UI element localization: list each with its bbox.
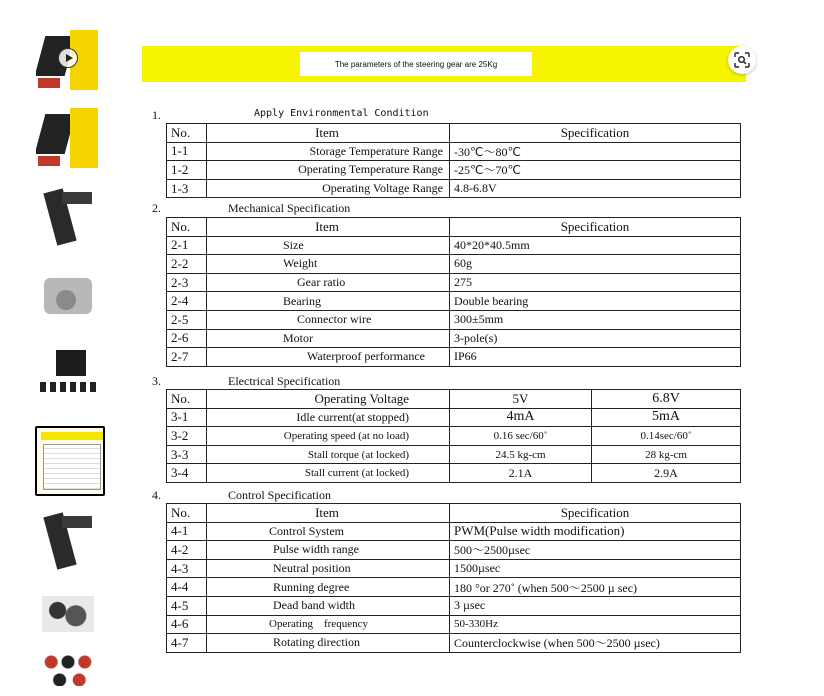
visual-search-button[interactable]: [728, 46, 756, 74]
yellow-banner: [142, 46, 746, 82]
table-row: 4-3 Neutral position 1500µsec: [167, 559, 741, 578]
table-row: 3-2 Operating speed (at no load) 0.16 sec/60˚ 0.14sec/60˚: [167, 427, 741, 446]
section-2-title: 2. Mechanical Specification: [152, 201, 351, 215]
thumbnail-arm-dark[interactable]: [36, 508, 100, 572]
table-row: 2-7 Waterproof performance IP66: [167, 348, 741, 367]
section-4-title: 4. Control Specification: [152, 488, 331, 502]
thumbnail-video[interactable]: [36, 28, 100, 92]
table-row: 1-3 Operating Voltage Range 4.8-6.8V: [167, 179, 741, 198]
table-header: No. Item Specification: [167, 124, 741, 143]
table-row: 4-6 Operating frequency 50-330Hz: [167, 615, 741, 634]
lens-search-icon: [734, 52, 750, 68]
table-row: 2-6 Motor 3-pole(s): [167, 329, 741, 348]
thumbnail-arm-yellow[interactable]: [36, 184, 100, 248]
electrical-table: [166, 389, 741, 483]
table-row: 2-1 Size 40*20*40.5mm: [167, 236, 741, 255]
table-header: No. Item Specification: [167, 218, 741, 237]
thumbnail-servo-parts[interactable]: [36, 344, 100, 408]
section-1-title: 1. Apply Environmental Condition: [152, 108, 429, 122]
environment-table: [166, 123, 741, 198]
table-row: 3-3 Stall torque (at locked) 24.5 kg-cm 28 kg-cm: [167, 445, 741, 464]
table-header: No. Operating Voltage 5V 6.8V: [167, 390, 741, 409]
section-3-title: 3. Electrical Specification: [152, 374, 341, 388]
table-header: No. Item Specification: [167, 504, 741, 523]
table-row: 4-2 Pulse width range 500～2500µsec: [167, 541, 741, 560]
table-row: 4-5 Dead band width 3 µsec: [167, 596, 741, 615]
table-row: 4-1 Control System PWM(Pulse width modification): [167, 522, 741, 541]
banner-text: The parameters of the steering gear are 25Kg: [300, 52, 532, 76]
thumbnail-spec-sheet[interactable]: [35, 426, 105, 496]
thumbnail-accessories[interactable]: [36, 636, 100, 686]
table-row: 1-2 Operating Temperature Range -25℃～70℃: [167, 161, 741, 180]
play-icon[interactable]: [58, 48, 78, 68]
table-row: 1-1 Storage Temperature Range -30℃～80℃: [167, 142, 741, 161]
table-row: 3-4 Stall current (at locked) 2.1A 2.9A: [167, 464, 741, 483]
table-row: 4-7 Rotating direction Counterclockwise (when 500～2500 µsec): [167, 634, 741, 653]
table-row: 2-4 Bearing Double bearing: [167, 292, 741, 311]
thumbnail-arm-black[interactable]: [36, 106, 100, 170]
table-row: 2-2 Weight 60g: [167, 255, 741, 274]
table-row: 2-5 Connector wire 300±5mm: [167, 310, 741, 329]
thumbnail-claw[interactable]: [36, 262, 100, 326]
table-row: 2-3 Gear ratio 275: [167, 273, 741, 292]
mechanical-table: [166, 217, 741, 367]
table-row: 3-1 Idle current(at stopped) 4mA 5mA: [167, 408, 741, 427]
table-row: 4-4 Running degree 180 °or 270˚ (when 500～2500 µ sec): [167, 578, 741, 597]
control-table: [166, 503, 741, 653]
